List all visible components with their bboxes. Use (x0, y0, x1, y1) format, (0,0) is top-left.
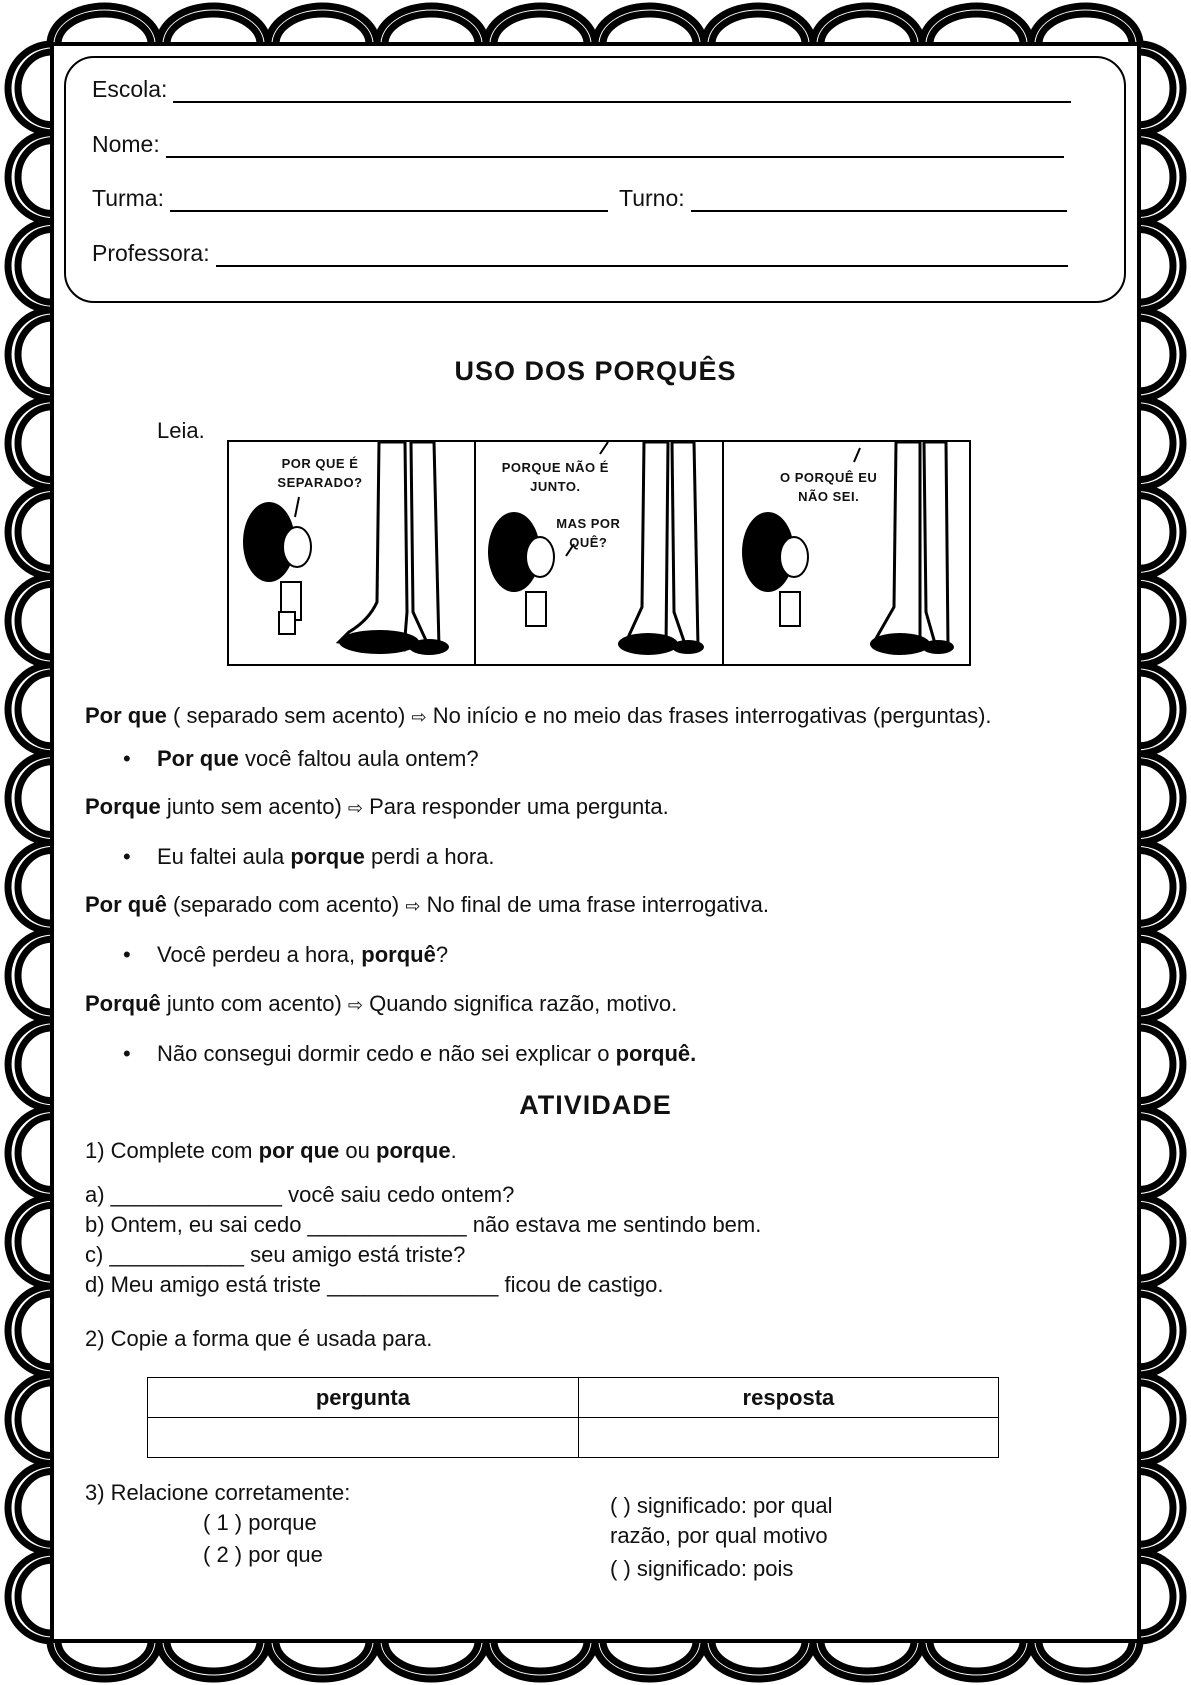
q1-post: . (450, 1138, 457, 1163)
q1-pre: 1) Complete com (85, 1138, 259, 1163)
rule-4-desc: junto com acento) (160, 991, 348, 1016)
rule-3-example (157, 942, 448, 968)
nome-field[interactable] (92, 131, 1064, 158)
q1-mid: ou (339, 1138, 376, 1163)
q2-col-resposta: resposta (578, 1378, 998, 1418)
leia-label: Leia. (157, 418, 205, 443)
turma-label: Turma: (92, 185, 164, 211)
rule-1-usage: No início e no meio das frases interrogativas (perguntas). (426, 703, 992, 728)
q3-option-1: ( 1 ) porque (203, 1510, 317, 1535)
page-title: USO DOS PORQUÊS (454, 356, 737, 386)
balloon-2-top: PORQUE NÃO É JUNTO. (501, 460, 609, 494)
rule-3 (85, 892, 769, 918)
q3-answer-1[interactable]: ( ) significado: por qual (610, 1493, 833, 1518)
q2-answer-resposta[interactable] (578, 1418, 998, 1458)
rule-2-desc: junto sem acento) (160, 794, 348, 819)
turno-line[interactable] (691, 192, 1067, 212)
example-post: perdi a hora. (364, 844, 495, 869)
example-bold: porque (290, 844, 365, 869)
arrow-icon: ⇨ (347, 798, 363, 818)
q1-item-d[interactable]: d) Meu amigo está triste ______________ ficou de castigo. (85, 1272, 664, 1297)
example-post: ? (435, 942, 449, 967)
q1-bold-2: porque (376, 1138, 451, 1163)
balloon-2-bottom: MAS POR QUÊ? (556, 516, 621, 550)
example-pre: Eu faltei aula (157, 844, 291, 869)
q2-prompt: 2) Copie a forma que é usada para. (85, 1326, 433, 1351)
example-bold: porquê. (615, 1041, 697, 1066)
professora-line[interactable] (216, 247, 1068, 267)
q1-bold-1: por que (258, 1138, 340, 1163)
rule-1-example (157, 746, 479, 772)
example-bold: Por que (157, 746, 239, 771)
rule-4 (85, 991, 677, 1017)
q1-item-b[interactable]: b) Ontem, eu sai cedo _____________ não estava me sentindo bem. (85, 1212, 762, 1237)
balloon-3: O PORQUÊ EU NÃO SEI. (780, 470, 878, 504)
comic-panel-3 (724, 442, 969, 664)
nome-line[interactable] (166, 138, 1064, 158)
turno-label: Turno: (619, 185, 685, 211)
q3-answer-2[interactable]: ( ) significado: pois (610, 1556, 794, 1581)
arrow-icon: ⇨ (405, 896, 421, 916)
escola-field[interactable] (92, 76, 1071, 103)
comic-panel-2 (476, 442, 723, 664)
rule-1-term: Por que (85, 703, 167, 728)
arrow-icon: ⇨ (411, 707, 427, 727)
activity-title: ATIVIDADE (519, 1090, 672, 1120)
example-bold: porquê (361, 942, 436, 967)
rule-2-example (157, 844, 495, 870)
q1-item-c[interactable]: c) ___________ seu amigo está triste? (85, 1242, 466, 1267)
rule-4-term: Porquê (85, 991, 161, 1016)
professora-label: Professora: (92, 240, 210, 266)
professora-field[interactable] (92, 240, 1068, 267)
q1-prompt (85, 1138, 457, 1164)
example-pre: Você perdeu a hora, (157, 942, 362, 967)
balloon-1: POR QUE É SEPARADO? (277, 456, 363, 490)
escola-line[interactable] (173, 83, 1071, 103)
example-post: você faltou aula ontem? (238, 746, 479, 771)
q3-prompt: 3) Relacione corretamente: (85, 1480, 351, 1505)
turma-line[interactable] (170, 192, 608, 212)
rule-2-usage: Para responder uma pergunta. (363, 794, 669, 819)
arrow-icon: ⇨ (347, 995, 363, 1015)
q2-table (147, 1377, 999, 1458)
escola-label: Escola: (92, 76, 168, 102)
turma-field[interactable] (92, 185, 608, 212)
rule-2 (85, 794, 669, 820)
rule-1-desc: ( separado sem acento) (166, 703, 412, 728)
turno-field[interactable] (619, 185, 1067, 212)
q3-option-2: ( 2 ) por que (203, 1542, 323, 1567)
rule-4-example (157, 1041, 696, 1067)
q2-answer-pergunta[interactable] (148, 1418, 579, 1458)
example-pre: Não consegui dormir cedo e não sei explicar o (157, 1041, 616, 1066)
comic-strip (227, 440, 971, 666)
comic-panel-1 (229, 442, 476, 664)
rule-1 (85, 703, 992, 729)
rule-3-term: Por quê (85, 892, 167, 917)
nome-label: Nome: (92, 131, 160, 157)
q3-answer-1-cont: razão, por qual motivo (610, 1523, 828, 1548)
q2-col-pergunta: pergunta (148, 1378, 579, 1418)
rule-3-desc: (separado com acento) (166, 892, 406, 917)
rule-2-term: Porque (85, 794, 161, 819)
q1-item-a[interactable]: a) ______________ você saiu cedo ontem? (85, 1182, 515, 1207)
rule-4-usage: Quando significa razão, motivo. (363, 991, 678, 1016)
rule-3-usage: No final de uma frase interrogativa. (420, 892, 769, 917)
